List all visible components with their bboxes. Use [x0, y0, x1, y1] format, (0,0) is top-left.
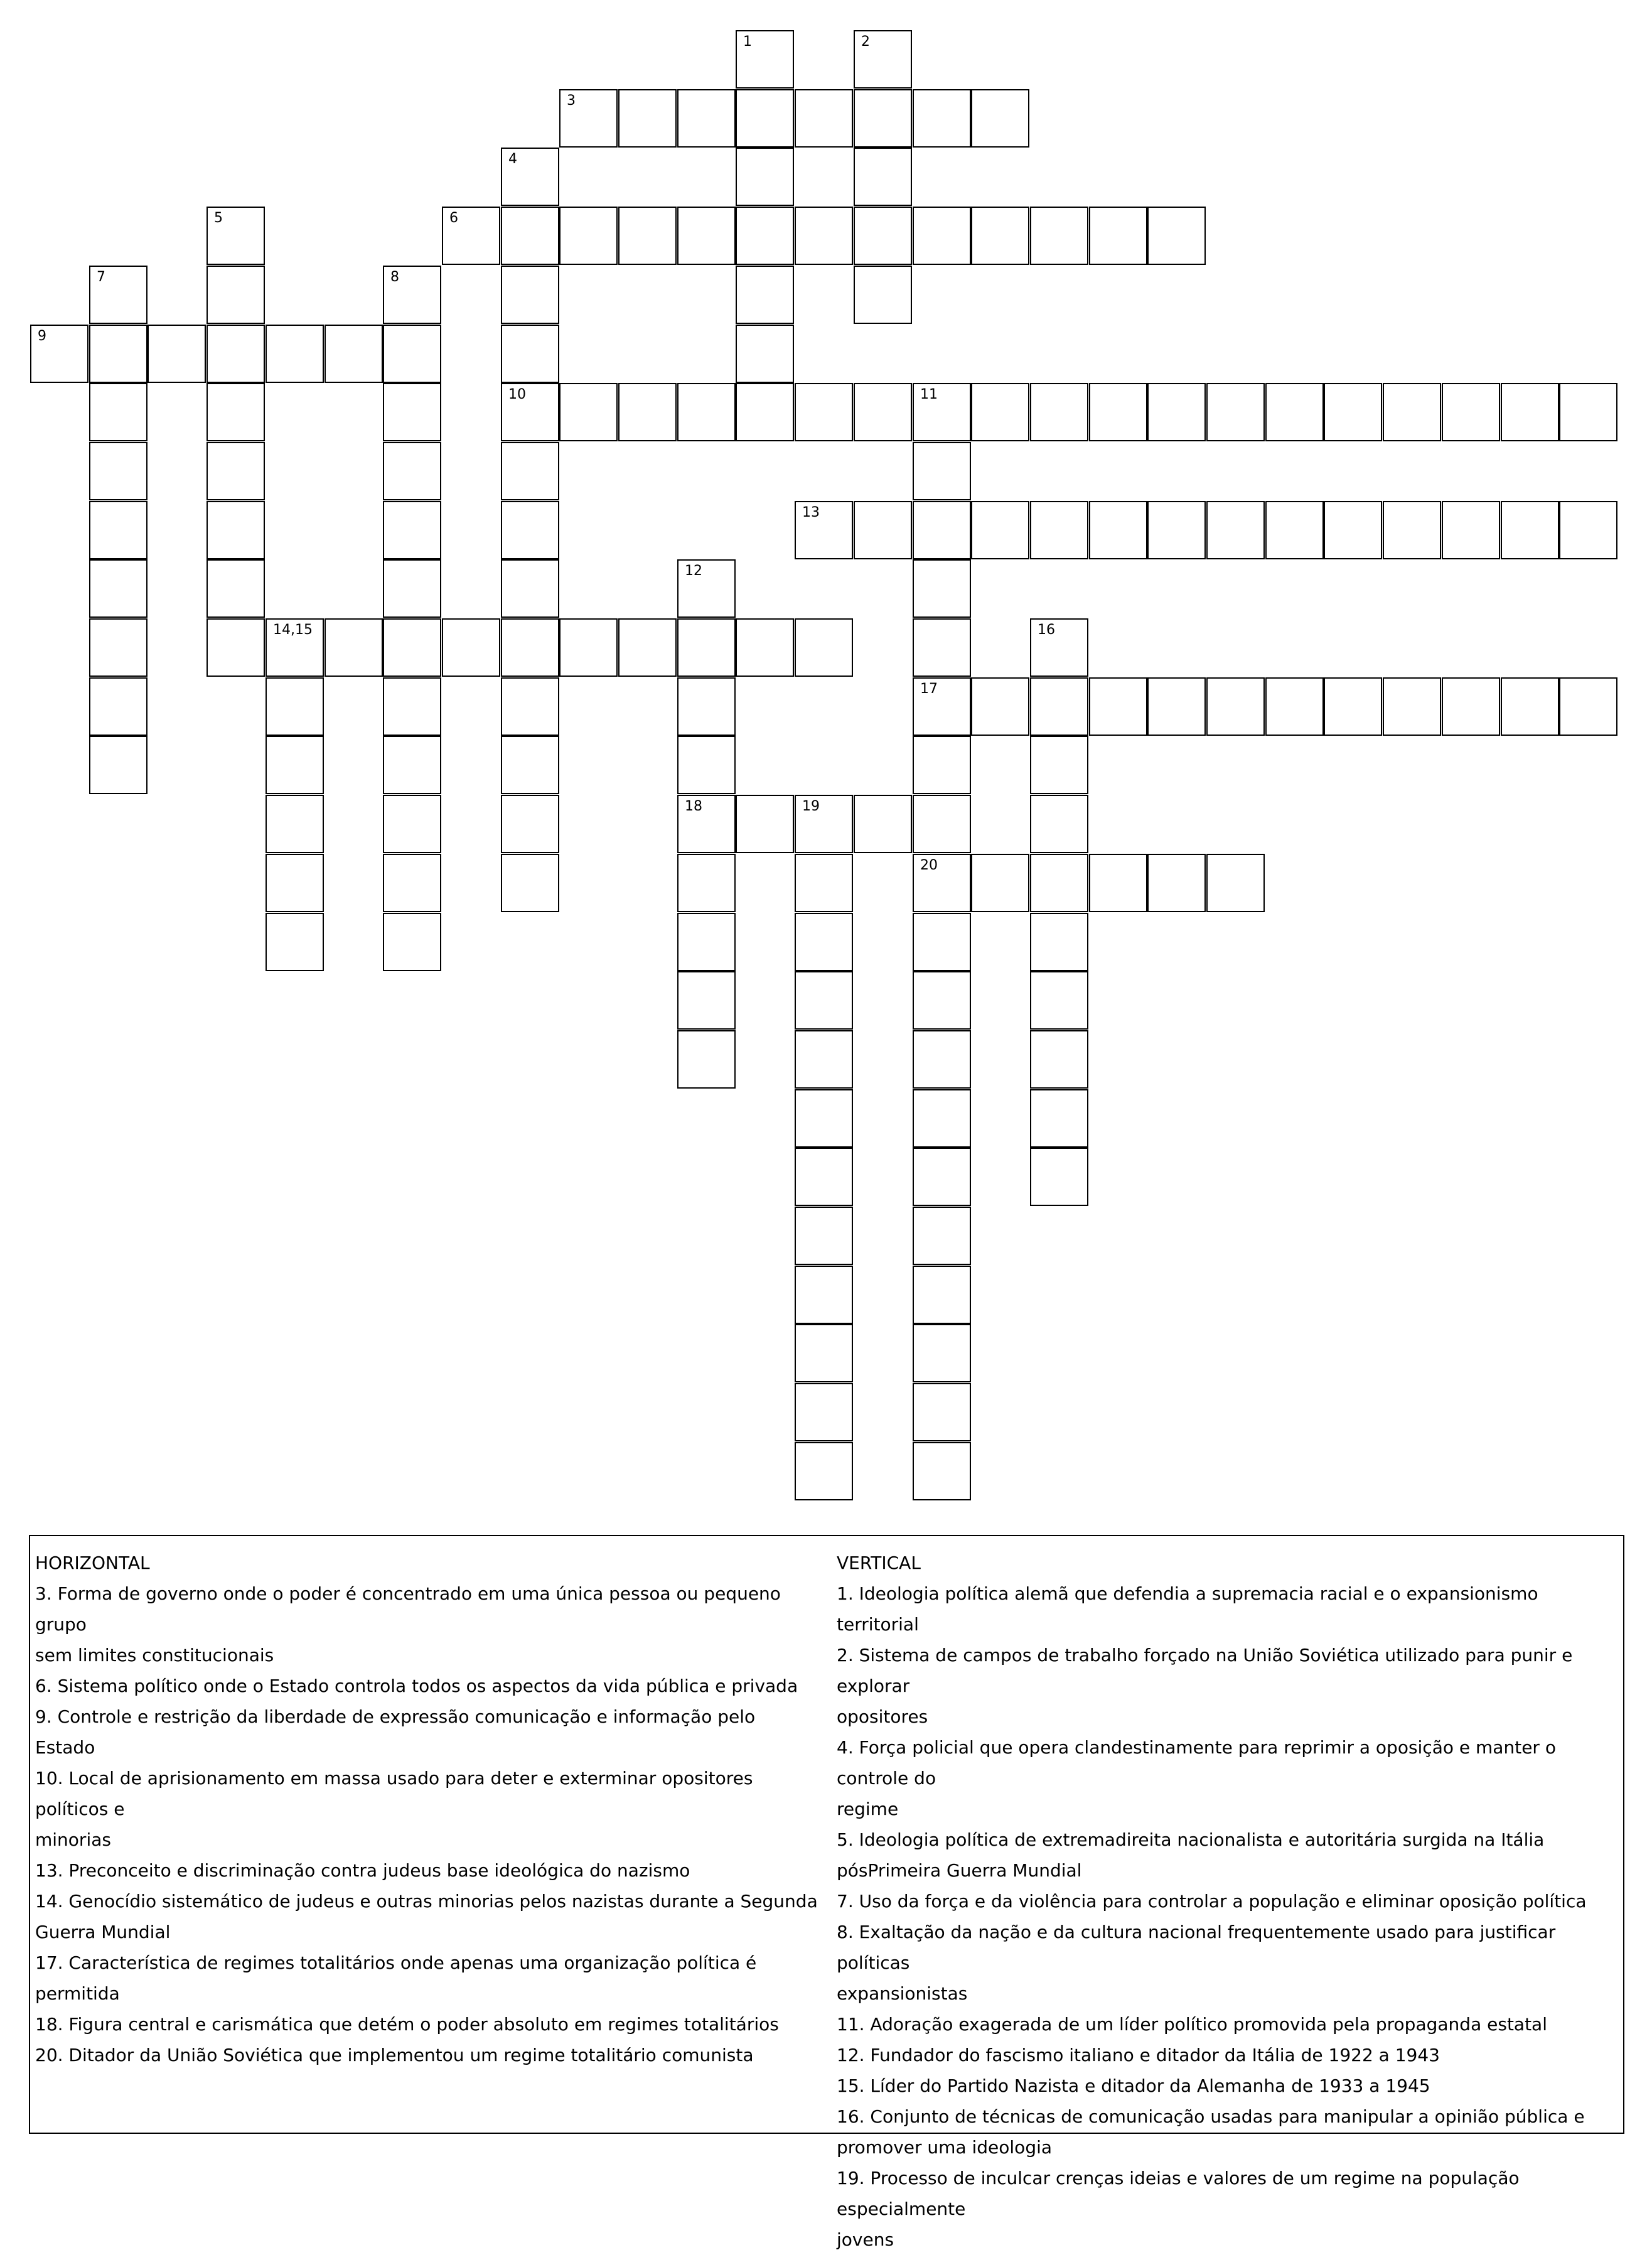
grid-cell[interactable] [1383, 501, 1441, 559]
clue-number: 19 [802, 799, 820, 814]
grid-cell[interactable] [1559, 501, 1617, 559]
grid-cell[interactable] [206, 325, 265, 383]
grid-cell[interactable] [1265, 677, 1324, 736]
grid-cell[interactable] [618, 618, 677, 677]
clue-number: 4 [508, 151, 517, 167]
grid-cell[interactable] [559, 207, 618, 265]
vertical-clue-line: 11. Adoração exagerada de um líder político promovida pela propaganda estatal [837, 2014, 1547, 2035]
grid-cell[interactable] [795, 854, 853, 912]
horizontal-clue-line: 18. Figura central e carismática que detém o poder absoluto em regimes totalitários [35, 2014, 779, 2035]
vertical-clues [837, 1547, 1615, 2255]
grid-cell[interactable] [501, 383, 559, 441]
clue-number: 10 [508, 387, 526, 402]
grid-cell[interactable] [1147, 207, 1206, 265]
grid-cell[interactable] [854, 89, 912, 148]
grid-cell[interactable] [501, 148, 559, 206]
grid-cell[interactable] [559, 89, 618, 148]
grid-cell[interactable] [736, 618, 794, 677]
grid-cell[interactable] [89, 501, 148, 559]
grid-cell[interactable] [1383, 383, 1441, 441]
grid-cell[interactable] [1030, 1148, 1088, 1206]
clue-number: 1 [743, 34, 752, 50]
grid-cell[interactable] [1030, 736, 1088, 794]
grid-cell[interactable] [795, 1207, 853, 1265]
grid-cell[interactable] [1206, 501, 1265, 559]
grid-cell[interactable] [383, 854, 441, 912]
clue-number: 8 [390, 269, 399, 285]
grid-cell[interactable] [913, 1030, 971, 1089]
grid-cell[interactable] [1030, 854, 1088, 912]
grid-cell[interactable] [1089, 501, 1147, 559]
grid-cell[interactable] [971, 501, 1029, 559]
grid-cell[interactable] [795, 913, 853, 971]
grid-cell[interactable] [795, 618, 853, 677]
grid-cell[interactable] [1147, 854, 1206, 912]
grid-cell[interactable] [1442, 501, 1500, 559]
grid-cell[interactable] [913, 1383, 971, 1441]
grid-cell[interactable] [1030, 501, 1088, 559]
grid-cell[interactable] [1089, 207, 1147, 265]
grid-cell[interactable] [677, 383, 736, 441]
grid-cell[interactable] [795, 971, 853, 1030]
horizontal-clue-line: 20. Ditador da União Soviética que implementou um regime totalitário comunista [35, 2045, 754, 2065]
grid-cell[interactable] [913, 207, 971, 265]
grid-cell[interactable] [854, 501, 912, 559]
grid-cell[interactable] [1442, 383, 1500, 441]
grid-cell[interactable] [1559, 383, 1617, 441]
grid-cell[interactable] [913, 559, 971, 618]
grid-cell[interactable] [795, 1089, 853, 1148]
grid-cell[interactable] [736, 383, 794, 441]
grid-cell[interactable] [1030, 207, 1088, 265]
grid-cell[interactable] [677, 971, 736, 1030]
grid-cell[interactable] [795, 1442, 853, 1500]
grid-cell[interactable] [266, 736, 324, 794]
grid-cell[interactable] [677, 736, 736, 794]
grid-cell[interactable] [1206, 677, 1265, 736]
vertical-clue-line: pósPrimeira Guerra Mundial [837, 1860, 1082, 1881]
grid-cell[interactable] [795, 1266, 853, 1324]
grid-cell[interactable] [736, 207, 794, 265]
grid-cell[interactable] [913, 677, 971, 736]
horizontal-clue-line: minorias [35, 1829, 111, 1850]
clue-number: 18 [685, 799, 702, 814]
vertical-clue-line: jovens [837, 2229, 894, 2250]
grid-cell[interactable] [206, 383, 265, 441]
grid-cell[interactable] [89, 442, 148, 500]
grid-cell[interactable] [913, 971, 971, 1030]
grid-cell[interactable] [266, 618, 324, 677]
grid-cell[interactable] [913, 442, 971, 500]
grid-cell[interactable] [795, 1148, 853, 1206]
vertical-clue-line: 12. Fundador do fascismo italiano e ditador da Itália de 1922 a 1943 [837, 2045, 1440, 2065]
grid-cell[interactable] [206, 442, 265, 500]
grid-cell[interactable] [795, 1030, 853, 1089]
grid-cell[interactable] [206, 207, 265, 265]
grid-cell[interactable] [677, 1030, 736, 1089]
grid-cell[interactable] [795, 207, 853, 265]
grid-cell[interactable] [1324, 383, 1382, 441]
grid-cell[interactable] [854, 148, 912, 206]
grid-cell[interactable] [89, 559, 148, 618]
grid-cell[interactable] [501, 501, 559, 559]
grid-cell[interactable] [1147, 501, 1206, 559]
horizontal-clue-line: 6. Sistema político onde o Estado controla todos os aspectos da vida pública e privada [35, 1676, 798, 1696]
grid-cell[interactable] [89, 677, 148, 736]
grid-cell[interactable] [206, 618, 265, 677]
grid-cell[interactable] [501, 207, 559, 265]
grid-cell[interactable] [854, 30, 912, 89]
clue-number: 20 [920, 858, 938, 873]
grid-cell[interactable] [383, 795, 441, 853]
grid-cell[interactable] [383, 913, 441, 971]
horizontal-clue-line: 9. Controle e restrição da liberdade de expressão comunicação e informação pelo Estado [35, 1706, 756, 1758]
grid-cell[interactable] [383, 325, 441, 383]
grid-cell[interactable] [206, 559, 265, 618]
horizontal-clue-line: 10. Local de aprisionamento em massa usado para deter e exterminar opositores políticos e [35, 1768, 753, 1819]
grid-cell[interactable] [442, 618, 500, 677]
grid-cell[interactable] [618, 89, 677, 148]
grid-cell[interactable] [501, 854, 559, 912]
grid-cell[interactable] [795, 1324, 853, 1382]
grid-cell[interactable] [913, 854, 971, 912]
grid-cell[interactable] [795, 1383, 853, 1441]
grid-cell[interactable] [854, 383, 912, 441]
grid-cell[interactable] [1442, 677, 1500, 736]
grid-cell[interactable] [266, 913, 324, 971]
grid-cell[interactable] [795, 383, 853, 441]
grid-cell[interactable] [89, 325, 148, 383]
grid-cell[interactable] [1030, 913, 1088, 971]
grid-cell[interactable] [677, 854, 736, 912]
grid-cell[interactable] [854, 266, 912, 324]
grid-cell[interactable] [736, 795, 794, 853]
grid-cell[interactable] [795, 89, 853, 148]
grid-cell[interactable] [501, 266, 559, 324]
grid-cell[interactable] [1030, 971, 1088, 1030]
grid-cell[interactable] [677, 207, 736, 265]
grid-cell[interactable] [971, 89, 1029, 148]
vertical-clue-line: expansionistas [837, 1983, 968, 2004]
grid-cell[interactable] [795, 795, 853, 853]
grid-cell[interactable] [736, 325, 794, 383]
grid-cell[interactable] [913, 1148, 971, 1206]
grid-cell[interactable] [1383, 677, 1441, 736]
clue-number: 5 [214, 210, 223, 226]
grid-cell[interactable] [913, 913, 971, 971]
grid-cell[interactable] [736, 89, 794, 148]
grid-cell[interactable] [266, 854, 324, 912]
grid-cell[interactable] [266, 325, 324, 383]
clue-number: 11 [920, 387, 938, 402]
grid-cell[interactable] [795, 501, 853, 559]
vertical-clue-line: 2. Sistema de campos de trabalho forçado na União Soviética utilizado para punir e explorar [837, 1645, 1573, 1696]
horizontal-clue-line: Guerra Mundial [35, 1922, 171, 1942]
grid-cell[interactable] [971, 677, 1029, 736]
grid-cell[interactable] [1501, 383, 1559, 441]
grid-cell[interactable] [913, 89, 971, 148]
grid-cell[interactable] [913, 501, 971, 559]
clue-number: 7 [97, 269, 105, 285]
vertical-clue-line: 4. Força policial que opera clandestinamente para reprimir a oposição e manter o controle do [837, 1737, 1556, 1789]
clue-number: 12 [685, 563, 702, 579]
grid-cell[interactable] [559, 383, 618, 441]
grid-cell[interactable] [618, 383, 677, 441]
grid-cell[interactable] [1324, 501, 1382, 559]
grid-cell[interactable] [1559, 677, 1617, 736]
grid-cell[interactable] [501, 442, 559, 500]
grid-cell[interactable] [677, 795, 736, 853]
vertical-clue-line: regime [837, 1799, 899, 1819]
grid-cell[interactable] [854, 207, 912, 265]
grid-cell[interactable] [559, 618, 618, 677]
vertical-clue-line: 16. Conjunto de técnicas de comunicação usadas para manipular a opinião pública e [837, 2106, 1585, 2127]
grid-cell[interactable] [30, 325, 88, 383]
clue-number: 2 [861, 34, 870, 50]
grid-cell[interactable] [1030, 618, 1088, 677]
vertical-clue-line: opositores [837, 1706, 928, 1727]
grid-cell[interactable] [383, 501, 441, 559]
grid-cell[interactable] [383, 442, 441, 500]
grid-cell[interactable] [736, 30, 794, 89]
grid-cell[interactable] [736, 148, 794, 206]
grid-cell[interactable] [501, 795, 559, 853]
grid-cell[interactable] [266, 677, 324, 736]
clue-number: 16 [1038, 622, 1055, 638]
grid-cell[interactable] [501, 677, 559, 736]
horizontal-title: HORIZONTAL [35, 1553, 150, 1573]
vertical-title: VERTICAL [837, 1553, 921, 1573]
vertical-clue-line: 1. Ideologia política alemã que defendia a supremacia racial e o expansionismo territorial [837, 1583, 1538, 1635]
grid-cell[interactable] [266, 795, 324, 853]
grid-cell[interactable] [677, 89, 736, 148]
grid-cell[interactable] [1030, 795, 1088, 853]
grid-cell[interactable] [971, 207, 1029, 265]
grid-cell[interactable] [383, 383, 441, 441]
vertical-clue-line: 5. Ideologia política de extremadireita nacionalista e autoritária surgida na Itália [837, 1829, 1545, 1850]
grid-cell[interactable] [677, 618, 736, 677]
clue-number: 13 [802, 505, 820, 520]
grid-cell[interactable] [442, 207, 500, 265]
grid-cell[interactable] [913, 383, 971, 441]
clue-number: 17 [920, 681, 938, 697]
grid-cell[interactable] [1030, 1089, 1088, 1148]
horizontal-clue-line: 17. Característica de regimes totalitários onde apenas uma organização política é permitida [35, 1952, 757, 2004]
grid-cell[interactable] [913, 795, 971, 853]
grid-cell[interactable] [913, 1089, 971, 1148]
grid-cell[interactable] [383, 677, 441, 736]
grid-cell[interactable] [1206, 854, 1265, 912]
vertical-clue-line: 15. Líder do Partido Nazista e ditador da Alemanha de 1933 a 1945 [837, 2075, 1430, 2096]
grid-cell[interactable] [913, 1207, 971, 1265]
grid-cell[interactable] [1265, 383, 1324, 441]
grid-cell[interactable] [148, 325, 206, 383]
grid-cell[interactable] [1501, 501, 1559, 559]
grid-cell[interactable] [324, 618, 383, 677]
clue-number: 14,15 [273, 622, 313, 638]
grid-cell[interactable] [89, 266, 148, 324]
grid-cell[interactable] [854, 795, 912, 853]
grid-cell[interactable] [913, 1266, 971, 1324]
grid-cell[interactable] [971, 383, 1029, 441]
vertical-clue-line: promover uma ideologia [837, 2137, 1053, 2158]
grid-cell[interactable] [1030, 677, 1088, 736]
grid-cell[interactable] [89, 383, 148, 441]
vertical-clue-line: 8. Exaltação da nação e da cultura nacional frequentemente usado para justificar políticas [837, 1922, 1556, 1973]
grid-cell[interactable] [501, 736, 559, 794]
horizontal-clues [35, 1547, 820, 2070]
grid-cell[interactable] [677, 677, 736, 736]
grid-cell[interactable] [89, 736, 148, 794]
grid-cell[interactable] [1501, 677, 1559, 736]
horizontal-clue-line: sem limites constitucionais [35, 1645, 274, 1666]
grid-cell[interactable] [1206, 383, 1265, 441]
grid-cell[interactable] [383, 559, 441, 618]
vertical-clue-line: 7. Uso da força e da violência para controlar a população e eliminar oposição política [837, 1891, 1587, 1912]
grid-cell[interactable] [913, 1442, 971, 1500]
grid-cell[interactable] [913, 736, 971, 794]
clues-box [29, 1535, 1624, 2250]
grid-cell[interactable] [383, 266, 441, 324]
grid-cell[interactable] [677, 559, 736, 618]
grid-cell[interactable] [677, 913, 736, 971]
horizontal-clue-line: 3. Forma de governo onde o poder é concentrado em uma única pessoa ou pequeno grupo [35, 1583, 781, 1635]
grid-cell[interactable] [1147, 677, 1206, 736]
grid-cell[interactable] [913, 618, 971, 677]
grid-cell[interactable] [1089, 383, 1147, 441]
horizontal-clue-line: 13. Preconceito e discriminação contra judeus base ideológica do nazismo [35, 1860, 690, 1881]
clue-number: 9 [38, 328, 46, 344]
grid-cell[interactable] [501, 618, 559, 677]
grid-cell[interactable] [383, 618, 441, 677]
grid-cell[interactable] [1089, 854, 1147, 912]
grid-cell[interactable] [206, 501, 265, 559]
grid-cell[interactable] [383, 736, 441, 794]
grid-cell[interactable] [1324, 677, 1382, 736]
clue-number: 3 [567, 93, 576, 109]
clue-number: 6 [449, 210, 458, 226]
grid-cell[interactable] [1030, 1030, 1088, 1089]
grid-cell[interactable] [1089, 677, 1147, 736]
grid-cell[interactable] [736, 266, 794, 324]
grid-cell[interactable] [501, 559, 559, 618]
grid-cell[interactable] [1265, 501, 1324, 559]
grid-cell[interactable] [206, 266, 265, 324]
grid-cell[interactable] [501, 325, 559, 383]
grid-cell[interactable] [1030, 383, 1088, 441]
grid-cell[interactable] [1147, 383, 1206, 441]
vertical-clue-line: 19. Processo de inculcar crenças ideias e valores de um regime na população especialmente [837, 2168, 1520, 2219]
grid-cell[interactable] [618, 207, 677, 265]
grid-cell[interactable] [89, 618, 148, 677]
grid-cell[interactable] [971, 854, 1029, 912]
grid-cell[interactable] [913, 1324, 971, 1382]
grid-cell[interactable] [324, 325, 383, 383]
horizontal-clue-line: 14. Genocídio sistemático de judeus e outras minorias pelos nazistas durante a Segunda [35, 1891, 818, 1912]
